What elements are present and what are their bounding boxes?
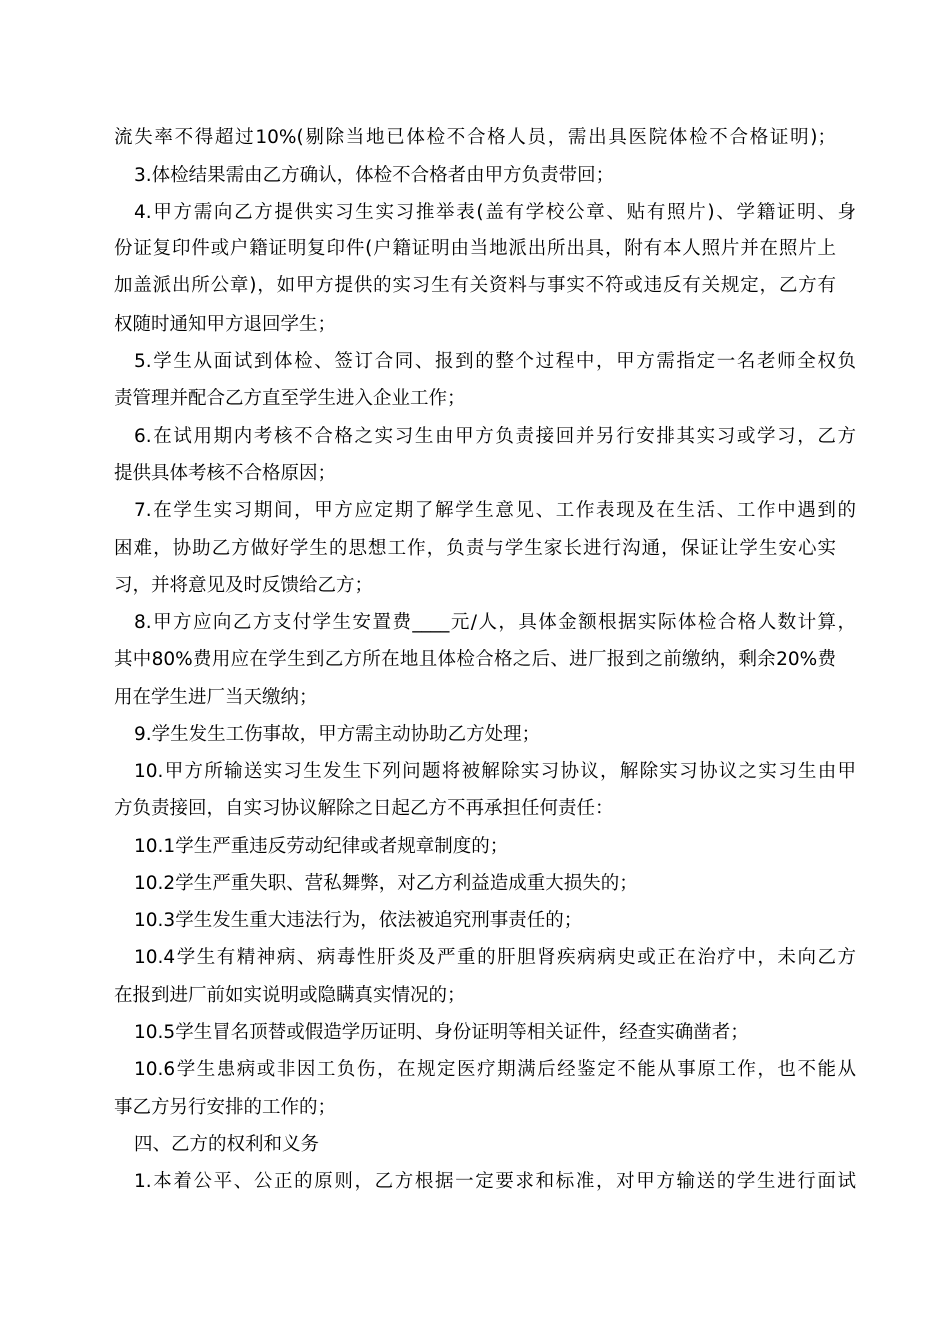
text-line: 10.甲方所输送实习生发生下列问题将被解除实习协议，解除实习协议之实习生由甲 [134, 761, 856, 782]
text-line: 10.6学生患病或非因工负伤，在规定医疗期满后经鉴定不能从事原工作，也不能从 [134, 1059, 856, 1080]
text-line: 提供具体考核不合格原因； [114, 463, 337, 484]
text-line: 6.在试用期内考核不合格之实习生由甲方负责接回并另行安排其实习或学习，乙方 [134, 426, 856, 447]
text-line: 7.在学生实习期间，甲方应定期了解学生意见、工作表现及在生活、工作中遇到的 [134, 500, 856, 521]
text-line: 在报到进厂前如实说明或隐瞒真实情况的； [114, 985, 466, 1006]
text-line: 10.2学生严重失职、营私舞弊，对乙方利益造成重大损失的； [134, 873, 638, 894]
text-line: 5.学生从面试到体检、签订合同、报到的整个过程中，甲方需指定一名老师全权负 [134, 351, 856, 372]
text-line: 4.甲方需向乙方提供实习生实习推举表(盖有学校公章、贴有照片)、学籍证明、身 [134, 202, 856, 223]
text-line: 方负责接回，自实习协议解除之日起乙方不再承担任何责任： [114, 798, 614, 819]
text-line: 10.4学生有精神病、病毒性肝炎及严重的肝胆肾疾病病史或正在治疗中，未向乙方 [134, 947, 856, 968]
text-line: 用在学生进厂当天缴纳； [114, 687, 318, 708]
text-line: 流失率不得超过10%(剔除当地已体检不合格人员，需出具医院体检不合格证明)； [114, 127, 836, 148]
text-line: 习，并将意见及时反馈给乙方； [114, 575, 374, 596]
text-line: 10.3学生发生重大违法行为，依法被追究刑事责任的； [134, 910, 583, 931]
text-line: 责管理并配合乙方直至学生进入企业工作； [114, 388, 466, 409]
text-line: 8.甲方应向乙方支付学生安置费____元/人，具体金额根据实际体检合格人数计算， [134, 612, 856, 633]
text-line: 权随时通知甲方退回学生； [114, 314, 337, 335]
text-line: 3.体检结果需由乙方确认，体检不合格者由甲方负责带回； [134, 165, 615, 186]
text-line: 事乙方另行安排的工作的； [114, 1097, 337, 1118]
text-line: 其中80%费用应在学生到乙方所在地且体检合格之后、进厂报到之前缴纳，剩余20%费 [114, 649, 836, 670]
text-line: 10.1学生严重违反劳动纪律或者规章制度的； [134, 836, 509, 857]
text-line: 加盖派出所公章)，如甲方提供的实习生有关资料与事实不符或违反有关规定，乙方有 [114, 275, 836, 296]
text-line: 10.5学生冒名顶替或假造学历证明、身份证明等相关证件，经查实确凿者； [134, 1022, 749, 1043]
text-line: 1.本着公平、公正的原则，乙方根据一定要求和标准，对甲方输送的学生进行面试 [134, 1171, 856, 1192]
text-line: 困难，协助乙方做好学生的思想工作，负责与学生家长进行沟通，保证让学生安心实 [114, 538, 836, 559]
section-heading: 四、乙方的权利和义务 [134, 1134, 320, 1155]
text-line: 9.学生发生工伤事故，甲方需主动协助乙方处理； [134, 724, 541, 745]
text-line: 份证复印件或户籍证明复印件(户籍证明由当地派出所出具，附有本人照片并在照片上 [114, 238, 836, 259]
